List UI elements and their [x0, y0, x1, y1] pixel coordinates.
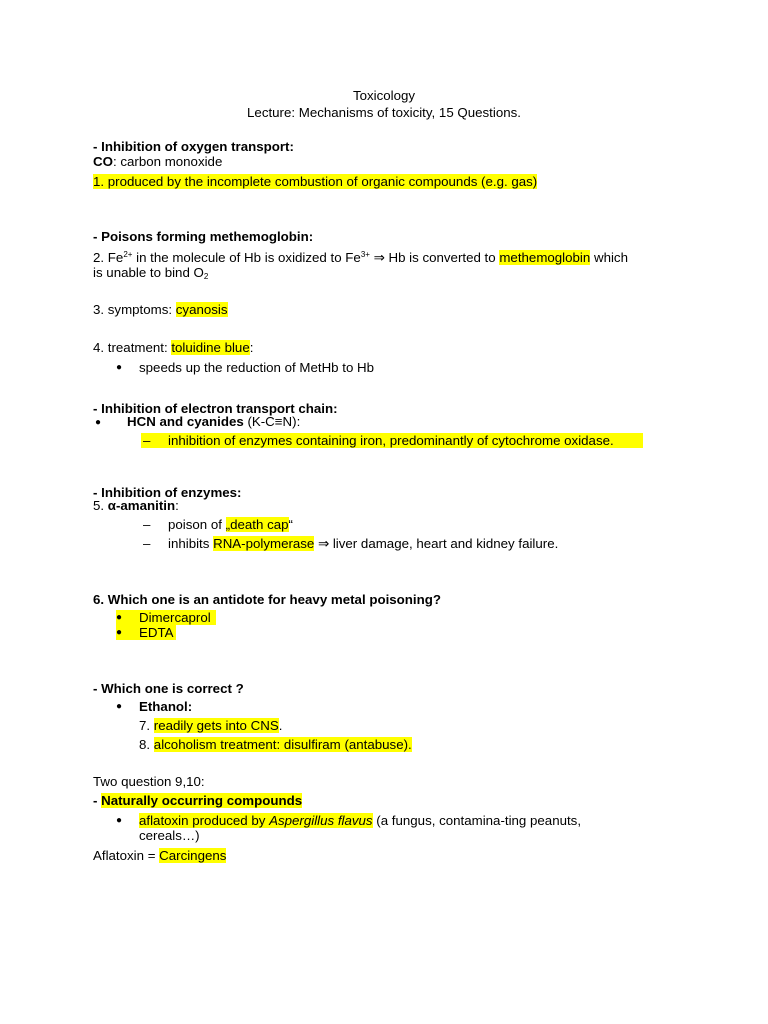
q5-item-1-text: poison of: [168, 517, 226, 532]
dash-icon: –: [143, 433, 151, 448]
q2-text-a: 2. Fe: [93, 250, 124, 265]
bullet-icon: ●: [116, 627, 123, 638]
question-6-heading: 6. Which one is an antidote for heavy metal poisoning?: [93, 592, 441, 607]
dash-icon: –: [143, 536, 151, 551]
aflatoxin-item-line-2: cereals…): [139, 828, 200, 843]
section-heading-natural-compounds: [93, 793, 302, 808]
q2-text-c: ⇒ Hb is converted to: [369, 250, 500, 265]
question-1-highlight: 1. produced by the incomplete combustion of organic compounds (e.g. gas): [93, 174, 538, 189]
q4-highlight-toluidine-blue: toluidine blue: [171, 340, 250, 355]
question-1: [93, 174, 537, 189]
question-8: [139, 737, 412, 752]
hcn-line: [127, 414, 300, 429]
co-desc: : carbon monoxide: [112, 154, 223, 169]
q4-bullet-item: speeds up the reduction of MetHb to Hb: [139, 360, 375, 375]
q2-highlight-methemoglobin: methemoglobin: [499, 250, 591, 265]
questions-9-10-intro: Two question 9,10:: [93, 774, 205, 789]
q5-item-2-rest: ⇒ liver damage, heart and kidney failure.: [314, 536, 559, 551]
section-heading-electron-transport: - Inhibition of electron transport chain:: [93, 401, 338, 416]
q3-highlight-cyanosis: cyanosis: [175, 302, 228, 317]
q2-superscript-2: 3+: [360, 250, 370, 259]
q4-colon: :: [249, 340, 254, 355]
bullet-icon: ●: [116, 612, 123, 623]
section-heading-oxygen-transport: - Inhibition of oxygen transport:: [93, 139, 294, 154]
aspergillus-name: Aspergillus flavus: [269, 813, 373, 828]
q5-number: 5.: [93, 498, 108, 513]
aflatoxin-equation: [93, 848, 226, 863]
q5-term: α-amanitin: [107, 498, 176, 513]
q7-period: .: [278, 718, 283, 733]
q5-item-2: [168, 536, 558, 551]
question-3: [93, 302, 228, 317]
section-heading-which-correct: - Which one is correct ?: [93, 681, 244, 696]
dash-icon: –: [143, 517, 151, 532]
q8-highlight: alcoholism treatment: disulfiram (antabuse).: [153, 737, 412, 752]
q2-text-b: in the molecule of Hb is oxidized to Fe: [132, 250, 361, 265]
aflatoxin-equals: Aflatoxin =: [93, 848, 160, 863]
hcn-formula: (K-C≡N):: [243, 414, 301, 429]
ethanol-label: Ethanol:: [139, 699, 193, 714]
q5-colon: :: [175, 498, 179, 513]
co-line: [93, 154, 222, 169]
q7-highlight: readily gets into CNS: [153, 718, 279, 733]
question-7: [139, 718, 282, 733]
q2-line2-text: is unable to bind O: [93, 265, 204, 280]
q6-item-2: EDTA: [139, 625, 174, 640]
question-2-line-1: [93, 250, 628, 265]
q3-text: 3. symptoms:: [93, 302, 176, 317]
heading-dash: -: [93, 793, 102, 808]
aflatoxin-item-line-1: [139, 813, 581, 828]
q8-number: 8.: [139, 737, 154, 752]
heading-highlight: Naturally occurring compounds: [101, 793, 303, 808]
aflatoxin-text: aflatoxin produced by: [139, 813, 270, 828]
bullet-icon: ●: [116, 701, 123, 712]
doc-subtitle: Lecture: Mechanisms of toxicity, 15 Questions.: [247, 105, 521, 120]
question-5: [93, 498, 179, 513]
q5-item-1: [168, 517, 293, 532]
q4-text: 4. treatment:: [93, 340, 172, 355]
aflatoxin-highlight: [139, 813, 373, 828]
q2-subscript: 2: [203, 272, 209, 281]
bullet-icon: ●: [116, 362, 123, 373]
doc-title: Toxicology: [352, 88, 416, 103]
bullet-icon: ●: [95, 417, 102, 428]
q6-item-1: Dimercaprol: [139, 610, 211, 625]
section-heading-enzymes: - Inhibition of enzymes:: [93, 485, 242, 500]
q7-number: 7.: [139, 718, 154, 733]
hcn-term: HCN and cyanides: [127, 414, 244, 429]
q5-item-2-text: inhibits: [168, 536, 214, 551]
q5-item-1-quote: “: [288, 517, 293, 532]
q5-item-2-highlight: RNA-polymerase: [213, 536, 315, 551]
co-term: CO: [93, 154, 113, 169]
question-4: [93, 340, 253, 355]
section-heading-methemoglobin: - Poisons forming methemoglobin:: [93, 229, 314, 244]
q2-superscript-1: 2+: [123, 250, 133, 259]
hcn-item: inhibition of enzymes containing iron, predominantly of cytochrome oxidase.: [168, 433, 614, 448]
aflatoxin-rest: (a fungus, contamina-ting peanuts,: [372, 813, 582, 828]
q2-text-d: which: [590, 250, 628, 265]
carcinogens-highlight: Carcingens: [159, 848, 227, 863]
q5-item-1-highlight: „death cap: [225, 517, 289, 532]
bullet-icon: ●: [116, 815, 123, 826]
question-2-line-2: [93, 265, 208, 280]
